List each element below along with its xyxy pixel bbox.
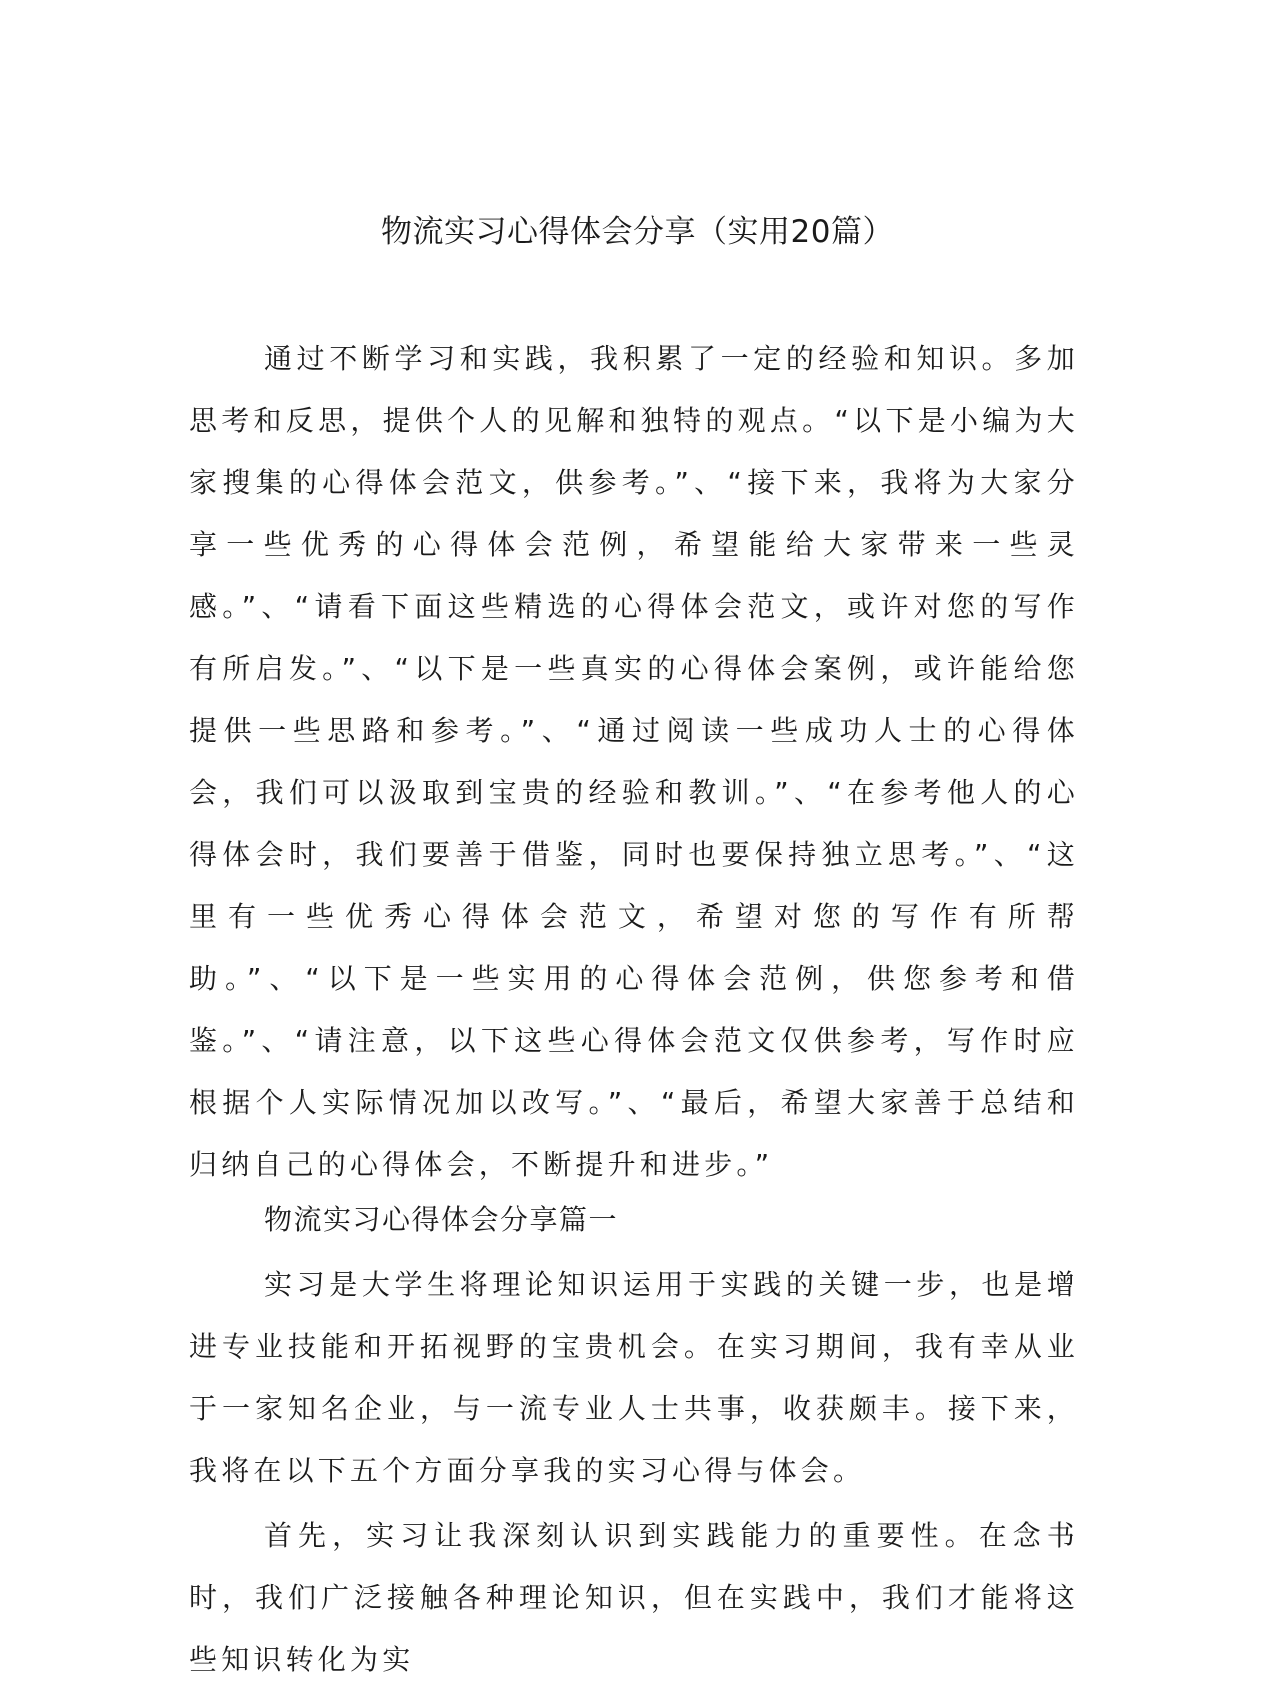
document-title: 物流实习心得体会分享（实用20篇） (381, 214, 894, 250)
body-paragraph-2: 首先，实习让我深刻认识到实践能力的重要性。在念书时，我们广泛接触各种理论知识，但在实践中，我们才能将这些知识转化为实 (189, 1519, 1079, 1676)
intro-paragraph: 通过不断学习和实践，我积累了一定的经验和知识。多加思考和反思，提供个人的见解和独特的观点。“以下是小编为大家搜集的心得体会范文，供参考。”、“接下来，我将为大家分享一些优秀的心得体会范例，希望能给大家带来一些灵感。”、“请看下面这些精选的心得体会范文，或许对您的写作有所启发。”、“以下是一些真实的心得体会案例，或许能给您提供一些思路和参考。”、“通过阅读一些成功人士的心得体会，我们可以汲取到宝贵的经验和教训。”、“在参考他人的心得体会时，我们要善于借鉴，同时也要保持独立思考。”、“这里有一些优秀心得体会范文，希望对您的写作有所帮助。”、“以下是一些实用的心得体会范例，供您参考和借鉴。”、“请注意，以下这些心得体会范文仅供参考，写作时应根据个人实际情况加以改写。”、“最后，希望大家善于总结和归纳自己的心得体会，不断提升和进步。” (189, 342, 1079, 1181)
document-body (189, 328, 1079, 1691)
section-heading: 物流实习心得体会分享篇一 (264, 1203, 619, 1236)
body-paragraph-1: 实习是大学生将理论知识运用于实践的关键一步，也是增进专业技能和开拓视野的宝贵机会。在实习期间，我有幸从业于一家知名企业，与一流专业人士共事，收获颇丰。接下来，我将在以下五个方面分享我的实习心得与体会。 (189, 1268, 1079, 1487)
